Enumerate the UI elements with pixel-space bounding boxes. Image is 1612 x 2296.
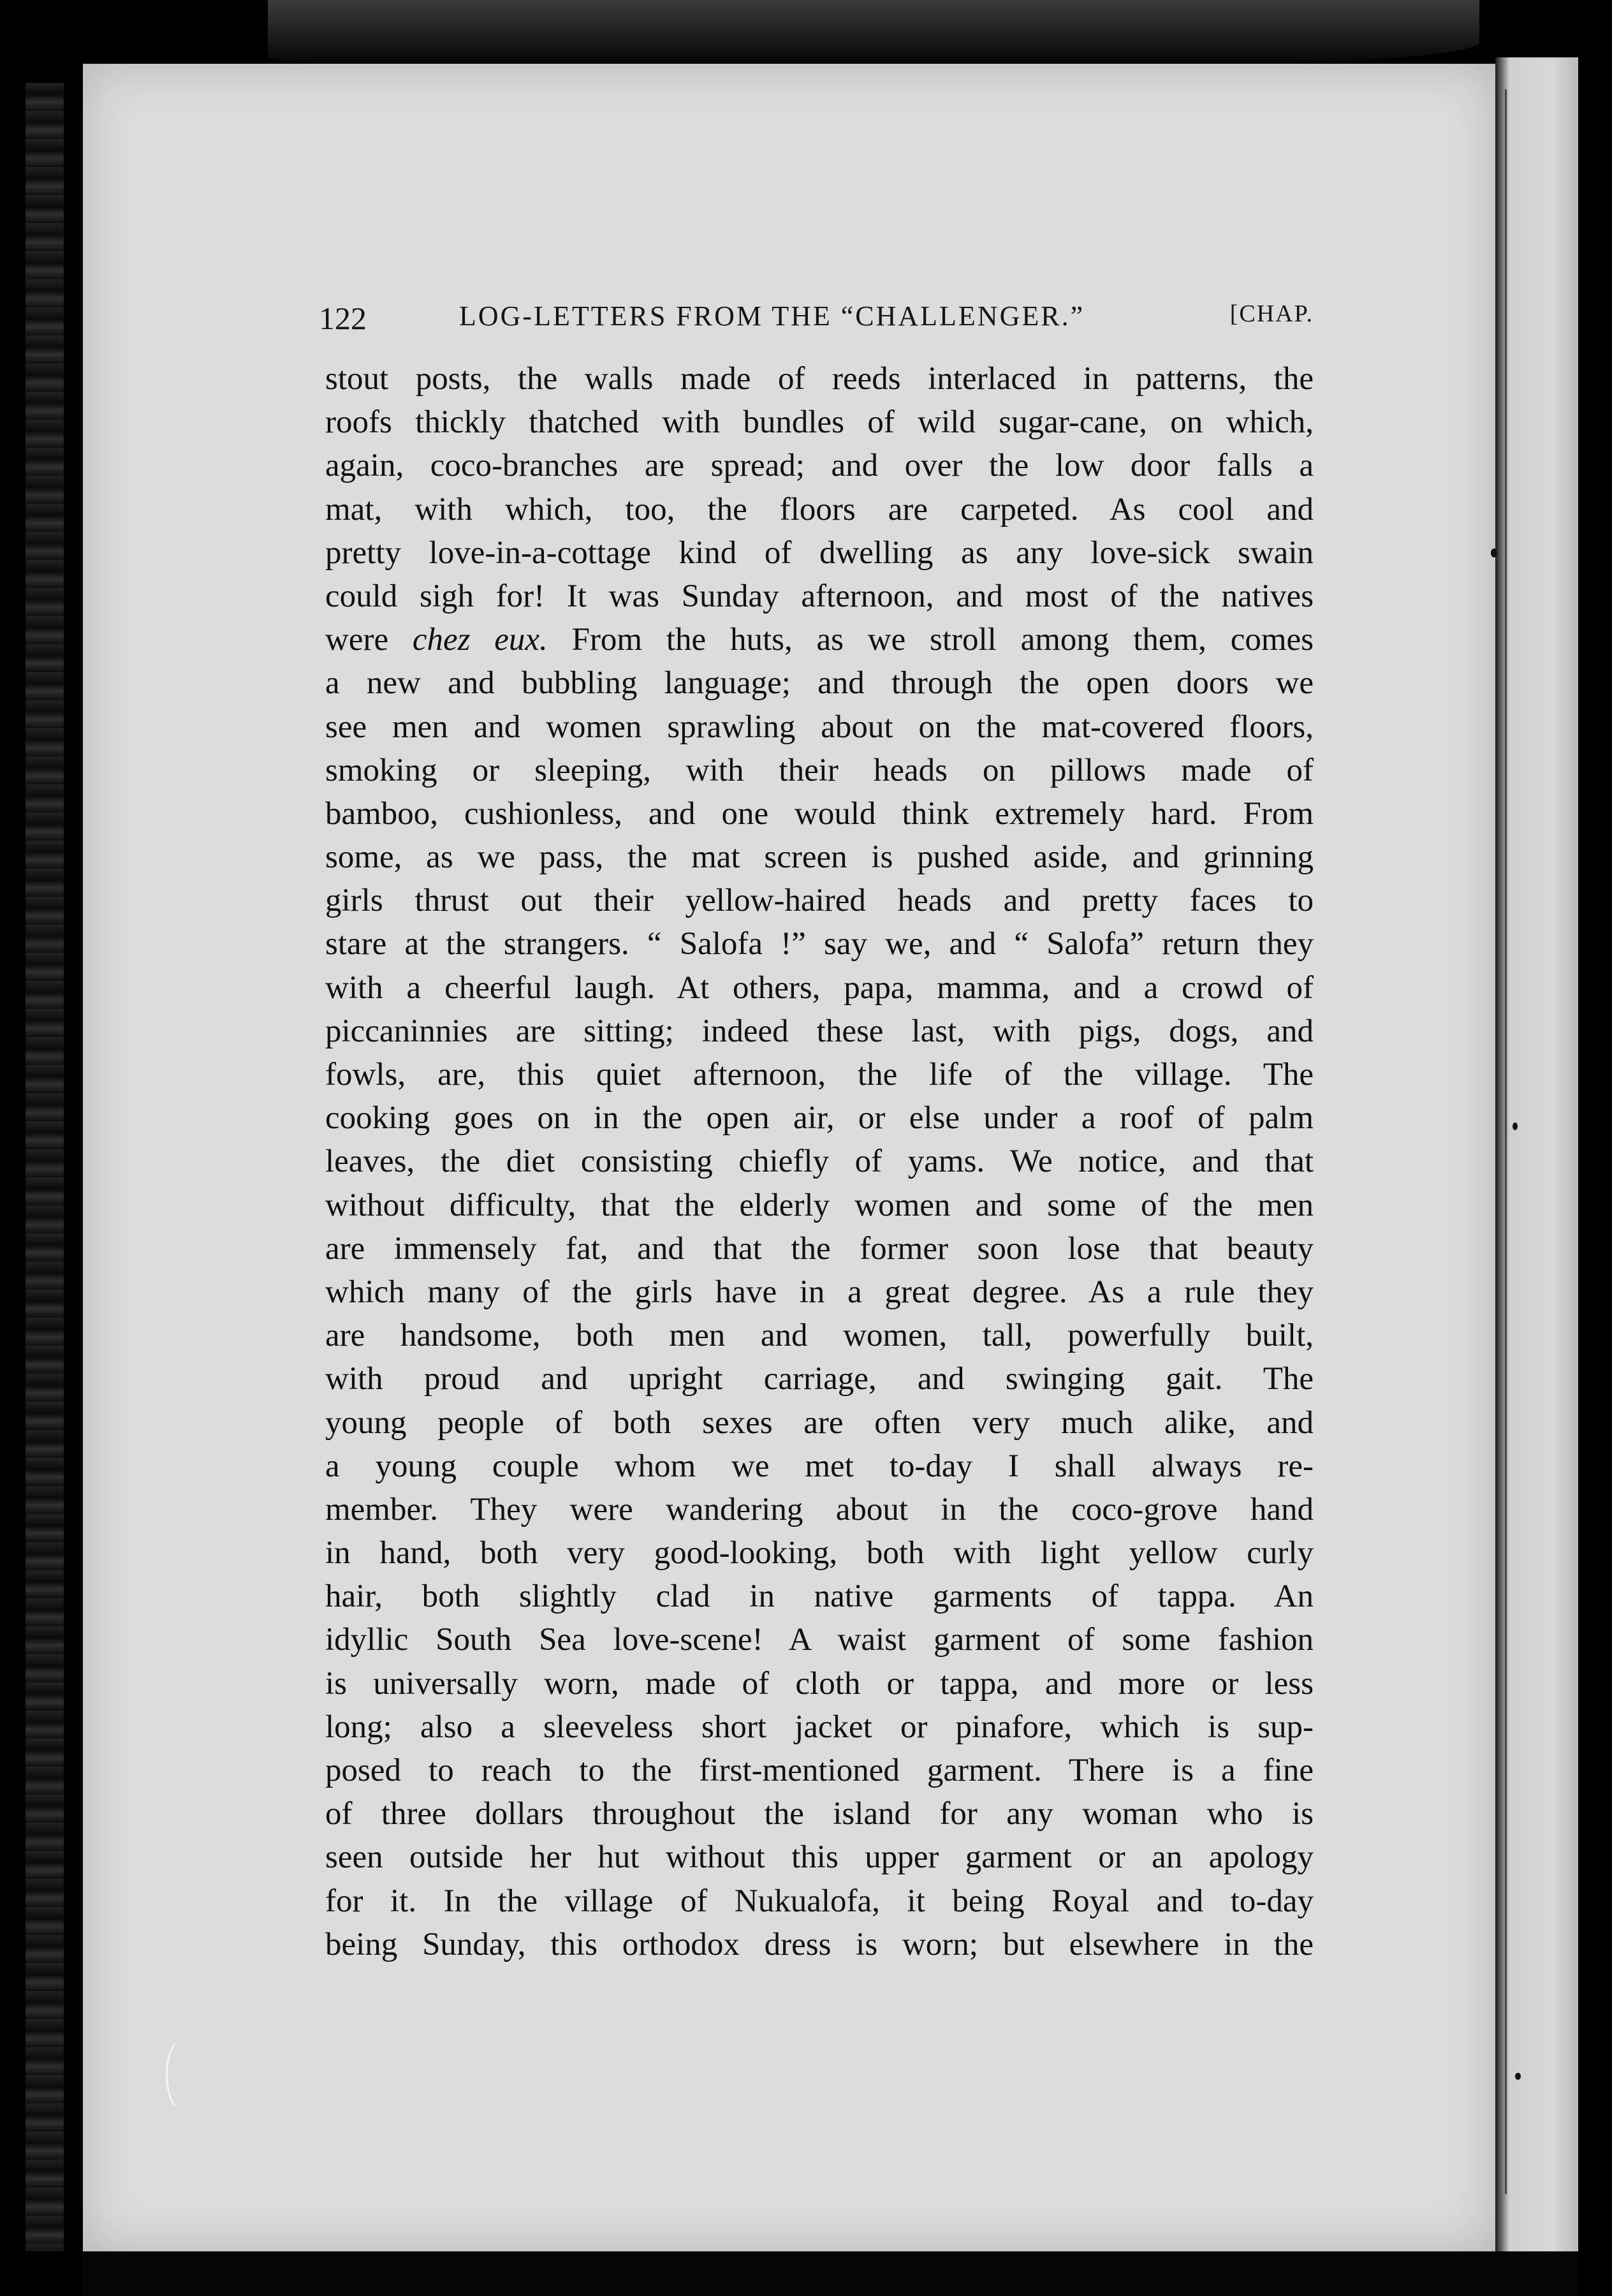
- text-line: are immensely fat, and that the former soon lose that beauty: [325, 1230, 1314, 1267]
- text-fragment: From the huts, as we stroll among them, comes: [547, 622, 1314, 658]
- text-line: mat, with which, too, the floors are carpeted. As cool and: [325, 491, 1314, 527]
- text-line: long; also a sleeveless short jacket or pinafore, which is sup-: [325, 1709, 1314, 1745]
- text-line: pretty love-in-a-cottage kind of dwelling as any love-sick swain: [325, 534, 1314, 571]
- text-line: stare at the strangers. “ Salofa !” say we, and “ Salofa” return they: [325, 926, 1314, 962]
- next-page-edge: [1495, 57, 1578, 2251]
- scan-speck: [1491, 548, 1497, 557]
- text-line: leaves, the diet consisting chiefly of yams. We notice, and that: [325, 1144, 1314, 1180]
- text-line: is universally worn, made of cloth or tappa, and more or less: [325, 1665, 1314, 1702]
- page-edge-line: [1505, 89, 1507, 2194]
- bottom-edge: [83, 2251, 1578, 2296]
- text-line: see men and women sprawling about on the mat-covered floors,: [325, 709, 1314, 745]
- text-line: of three dollars throughout the island for any woman who is: [325, 1796, 1314, 1832]
- text-line: which many of the girls have in a great degree. As a rule they: [325, 1274, 1314, 1310]
- text-line: smoking or sleeping, with their heads on pillows made of: [325, 752, 1314, 788]
- text-line: piccaninnies are sitting; indeed these last, with pigs, dogs, and: [325, 1013, 1314, 1049]
- text-line: could sigh for! It was Sunday afternoon, and most of the natives: [325, 578, 1314, 614]
- scan-mark: [166, 2035, 208, 2115]
- text-line: idyllic South Sea love-scene! A waist garment of some fashion: [325, 1622, 1314, 1658]
- text-line-italic-mix: [325, 618, 1314, 661]
- text-line: fowls, are, this quiet afternoon, the life of the village. The: [325, 1057, 1314, 1093]
- text-line: bamboo, cushionless, and one would think extremely hard. From: [325, 795, 1314, 832]
- text-line: posed to reach to the first-mentioned garment. There is a fine: [325, 1753, 1314, 1788]
- chapter-marker: [CHAP.: [1229, 300, 1314, 327]
- text-line: a new and bubbling language; and through the open doors we: [325, 665, 1314, 702]
- text-line: in hand, both very good-looking, both with light yellow curly: [325, 1535, 1314, 1571]
- text-line: some, as we pass, the mat screen is pushed aside, and grinning: [325, 839, 1314, 876]
- body-text: [325, 357, 1314, 1966]
- text-line: cooking goes on in the open air, or else under a roof of palm: [325, 1100, 1314, 1137]
- text-line: stout posts, the walls made of reeds interlaced in patterns, the: [325, 361, 1314, 397]
- running-head: [319, 293, 1314, 344]
- text-line: without difficulty, that the elderly women and some of the men: [325, 1187, 1314, 1223]
- text-line: hair, both slightly clad in native garments of tappa. An: [325, 1578, 1314, 1615]
- text-line: being Sunday, this orthodox dress is worn; but elsewhere in the: [325, 1926, 1314, 1962]
- text-line: with proud and upright carriage, and swinging gait. The: [325, 1361, 1314, 1397]
- text-fragment: were: [325, 622, 389, 658]
- scan-speck: [1513, 1122, 1518, 1130]
- text-line: are handsome, both men and women, tall, powerfully built,: [325, 1318, 1314, 1354]
- page-number: 122: [319, 300, 367, 336]
- text-line: for it. In the village of Nukualofa, it being Royal and to-day: [325, 1883, 1314, 1919]
- italic-phrase: chez eux.: [412, 622, 548, 658]
- top-page-edge: [268, 0, 1479, 70]
- text-line: a young couple whom we met to-day I shall always re-: [325, 1448, 1314, 1484]
- text-line: roofs thickly thatched with bundles of wild sugar-cane, on which,: [325, 404, 1314, 441]
- text-line: with a cheerful laugh. At others, papa, mamma, and a crowd of: [325, 969, 1314, 1006]
- running-title: LOG-LETTERS FROM THE “CHALLENGER.”: [459, 300, 1085, 332]
- text-line: girls thrust out their yellow-haired heads and pretty faces to: [325, 883, 1314, 919]
- text-line: again, coco-branches are spread; and over the low door falls a: [325, 448, 1314, 484]
- text-line: seen outside her hut without this upper garment or an apology: [325, 1839, 1314, 1876]
- book-spine: [26, 83, 64, 2251]
- text-line: young people of both sexes are often very much alike, and: [325, 1404, 1314, 1441]
- scan-speck: [1515, 2073, 1521, 2080]
- text-line: member. They were wandering about in the coco-grove hand: [325, 1491, 1314, 1527]
